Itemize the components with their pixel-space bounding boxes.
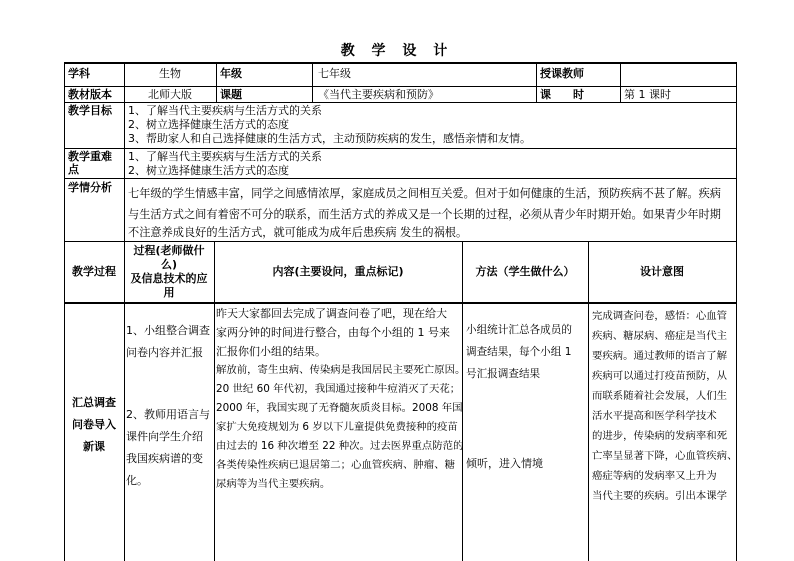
topic-label: 课题 [220, 88, 242, 101]
step1-line: 问卷内容并汇报 [126, 346, 203, 359]
step2-line: 我国疾病谱的变 [126, 452, 203, 465]
edition-label: 教材版本 [68, 88, 112, 101]
process-col-content: 内容(主要设问，重点标记) [272, 265, 404, 278]
analysis-line: 七年级的学生情感丰富，同学之间感情浓厚，家庭成员之间相互关爱。但对于如何健康的生活，预防疾病不甚了解。疾病 [128, 187, 721, 200]
method-line: 号汇报调查结果 [466, 368, 541, 380]
intent-line: 活水平提高和医学科学技术 [592, 410, 717, 422]
edition-value: 北师大版 [148, 88, 192, 101]
method-line: 倾听，进入情境 [466, 457, 543, 470]
method-line: 调查结果，每个小组 1 [466, 346, 572, 358]
step2-line: 化。 [126, 474, 148, 487]
stage-line: 新课 [83, 440, 105, 453]
intent-line: 的进步，传染病的发病率和死 [592, 430, 728, 442]
keypoints-label: 教学重难点 [68, 150, 112, 176]
period-label: 课 时 [540, 88, 584, 101]
intent-line: 完成调查问卷，感悟：心血管 [592, 310, 728, 322]
method-line: 小组统计汇总各成员的 [466, 324, 572, 336]
keypoint-item: 2、树立选择健康生活方式的态度 [128, 164, 289, 177]
process-col-method: 方法（学生做什么） [475, 265, 575, 278]
content-line: 尿病等为当代主要疾病。 [216, 478, 331, 490]
lesson-plan-table [64, 62, 737, 561]
grade-value: 七年级 [318, 67, 351, 80]
process-col-step: 及信息技术的应 [130, 272, 208, 285]
content-line: 家扩大免疫规划为 6 岁以下儿童提供免费接种的疫苗 [216, 421, 458, 433]
subject-label: 学科 [68, 67, 90, 80]
intent-line: 而联系随着社会发展，人们生 [592, 390, 728, 402]
analysis-line: 不注意养成良好的生活方式，就可能成为成年后患疾病 发生的祸根。 [128, 226, 468, 239]
keypoint-item: 1、了解当代主要疾病与生活方式的关系 [128, 150, 322, 163]
step2-line: 课件向学生介绍 [126, 430, 203, 443]
intent-line: 要疾病。通过教师的语言了解 [592, 350, 728, 362]
stage-line: 问卷导入 [72, 418, 116, 431]
intent-line: 亡率呈显著下降，心血管疾病、 [592, 450, 738, 462]
content-line: 家两分钟的时间进行整合，由每个小组的 1 号来 [216, 326, 450, 339]
intent-line: 当代主要的疾病。引出本课学 [592, 490, 728, 502]
process-col-step: 用 [163, 286, 175, 299]
content-line: 解放前，寄生虫病、传染病是我国居民主要死亡原因。 [216, 364, 466, 376]
topic-value: 《当代主要疾病和预防》 [318, 88, 439, 101]
objective-item: 3、帮助家人和自己选择健康的生活方式，主动预防疾病的发生，感悟亲情和友情。 [128, 132, 531, 145]
content-line: 汇报你们小组的结果。 [216, 345, 326, 358]
stage-line: 汇总调查 [72, 396, 116, 409]
content-line: 由过去的 16 种次增至 22 种次。过去医界重点防范的 [216, 440, 464, 452]
process-col-step: 过程(老师做什 [133, 244, 205, 257]
step1-line: 1、小组整合调查 [126, 324, 210, 337]
process-col-stage: 教学过程 [72, 265, 116, 278]
analysis-label: 学情分析 [68, 181, 112, 194]
content-line: 2000 年，我国实现了无脊髓灰质炎目标。2008 年国 [216, 402, 463, 414]
objective-item: 1、了解当代主要疾病与生活方式的关系 [128, 104, 322, 117]
content-line: 20 世纪 60 年代初，我国通过接种牛痘消灭了天花； [216, 383, 461, 395]
intent-line: 疾病、糖尿病、癌症是当代主 [592, 330, 728, 342]
content-line: 各类传染性疾病已退居第二；心血管疾病、肿瘤、糖 [216, 459, 455, 471]
content-line: 昨天大家都回去完成了调查问卷了吧，现在给大 [216, 307, 447, 320]
subject-value: 生物 [159, 67, 181, 80]
process-col-intent: 设计意图 [640, 265, 684, 278]
objectives-label: 教学目标 [68, 104, 112, 117]
grade-label: 年级 [220, 67, 242, 80]
period-value: 第 1 课时 [624, 88, 671, 101]
process-col-step: 么) [160, 258, 178, 271]
analysis-line: 与生活方式之间有着密不可分的联系，而生活方式的养成又是一个长期的过程，必须从青少年时期开始。如果青少年时期 [128, 208, 721, 221]
objective-item: 2、树立选择健康生活方式的态度 [128, 118, 289, 131]
intent-line: 癌症等病的发病率又上升为 [592, 470, 717, 482]
intent-line: 疾病可以通过打疫苗预防，从 [592, 370, 728, 382]
teacher-label: 授课教师 [540, 67, 584, 80]
step2-line: 2、教师用语言与 [126, 408, 210, 421]
document-title: 教 学 设 计 [340, 43, 454, 59]
